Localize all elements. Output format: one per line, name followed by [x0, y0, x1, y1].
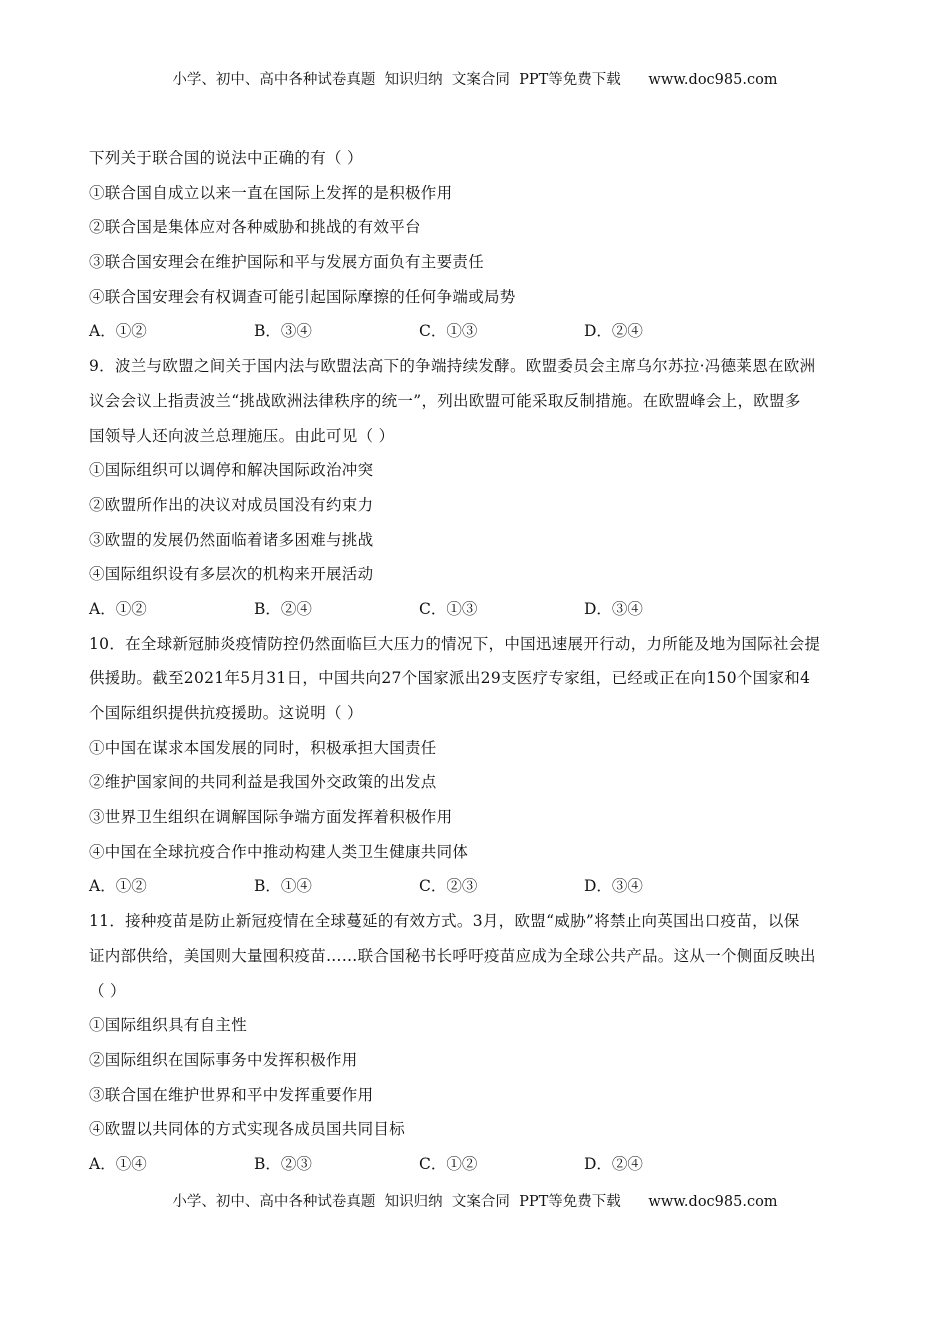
statement-item: ①联合国自成立以来一直在国际上发挥的是积极作用: [89, 183, 453, 202]
option-c: C．①③: [419, 599, 478, 618]
statement-item: ①中国在谋求本国发展的同时，积极承担大国责任: [89, 738, 437, 757]
question-stem-line: （ ）: [89, 981, 126, 1000]
question-stem-line: 供援助。截至2021年5月31日，中国共向27个国家派出29支医疗专家组，已经或正在向150个国家和4: [89, 669, 811, 688]
question-stem-line: 个国际组织提供抗疫援助。这说明（ ）: [89, 704, 363, 722]
statement-item: ③世界卫生组织在调解国际争端方面发挥着积极作用: [89, 808, 453, 827]
question-9: [89, 349, 863, 627]
option-b: B．②③: [254, 1154, 312, 1173]
question-stem-line: 国领导人还向波兰总理施压。由此可见（ ）: [89, 426, 395, 445]
statement-item: ④联合国安理会有权调查可能引起国际摩擦的任何争端或局势: [89, 287, 516, 306]
page-header-watermark: 小学、初中、高中各种试卷真题 知识归纳 文案合同 PPT等免费下载 www.doc985.com: [172, 72, 778, 88]
option-d: D．③④: [584, 877, 643, 896]
option-a: A．①②: [89, 599, 147, 618]
statement-item: ④中国在全球抗疫合作中推动构建人类卫生健康共同体: [89, 842, 469, 861]
statement-item: ①国际组织可以调停和解决国际政治冲突: [89, 461, 374, 480]
statement-item: ④国际组织设有多层次的机构来开展活动: [89, 565, 374, 584]
question-content: [89, 141, 863, 1182]
option-b: B．①④: [254, 877, 312, 896]
option-a: A．①②: [89, 877, 147, 896]
statement-item: ③欧盟的发展仍然面临着诸多困难与挑战: [89, 530, 374, 549]
question-11: [89, 904, 863, 1182]
option-a: A．①④: [89, 1154, 147, 1173]
answer-options: [89, 592, 863, 627]
answer-options: [89, 1147, 863, 1182]
option-d: D．②④: [584, 322, 643, 341]
question-stem-line: 10．在全球新冠肺炎疫情防控仍然面临巨大压力的情况下，中国迅速展开行动，力所能及地为国际社会提: [89, 634, 821, 653]
answer-options: [89, 314, 863, 349]
question-stem-line: 下列关于联合国的说法中正确的有（ ）: [89, 149, 363, 167]
option-c: C．①③: [419, 322, 478, 341]
question-stem-line: 证内部供给，美国则大量囤积疫苗……联合国秘书长呼吁疫苗应成为全球公共产品。这从一个侧面反映出: [89, 946, 816, 965]
statement-item: ③联合国安理会在维护国际和平与发展方面负有主要责任: [89, 253, 485, 272]
statement-item: ①国际组织具有自主性: [89, 1016, 248, 1035]
option-d: D．③④: [584, 599, 643, 618]
option-d: D．②④: [584, 1154, 643, 1173]
statement-item: ②维护国家间的共同利益是我国外交政策的出发点: [89, 773, 437, 792]
question-stem-line: 11．接种疫苗是防止新冠疫情在全球蔓延的有效方式。3月，欧盟“威胁”将禁止向英国出口疫苗，以保: [89, 912, 800, 931]
option-c: C．①②: [419, 1154, 478, 1173]
statement-item: ②欧盟所作出的决议对成员国没有约束力: [89, 495, 374, 514]
option-c: C．②③: [419, 877, 478, 896]
question-stem-line: 议会会议上指责波兰“挑战欧洲法律秩序的统一”，列出欧盟可能采取反制措施。在欧盟峰会上，欧盟多: [89, 391, 801, 410]
question-stem-line: 9．波兰与欧盟之间关于国内法与欧盟法高下的争端持续发酵。欧盟委员会主席乌尔苏拉·冯德莱恩在欧洲: [89, 357, 816, 376]
page-footer-watermark: 小学、初中、高中各种试卷真题 知识归纳 文案合同 PPT等免费下载 www.doc985.com: [172, 1194, 778, 1210]
statement-item: ②国际组织在国际事务中发挥积极作用: [89, 1050, 358, 1069]
statement-item: ④欧盟以共同体的方式实现各成员国共同目标: [89, 1120, 406, 1139]
option-b: B．②④: [254, 599, 312, 618]
option-b: B．③④: [254, 322, 312, 341]
option-a: A．①②: [89, 322, 147, 341]
statement-item: ②联合国是集体应对各种威胁和挑战的有效平台: [89, 218, 421, 237]
question-8: [89, 141, 863, 349]
question-10: [89, 627, 863, 905]
answer-options: [89, 869, 863, 904]
statement-item: ③联合国在维护世界和平中发挥重要作用: [89, 1085, 374, 1104]
